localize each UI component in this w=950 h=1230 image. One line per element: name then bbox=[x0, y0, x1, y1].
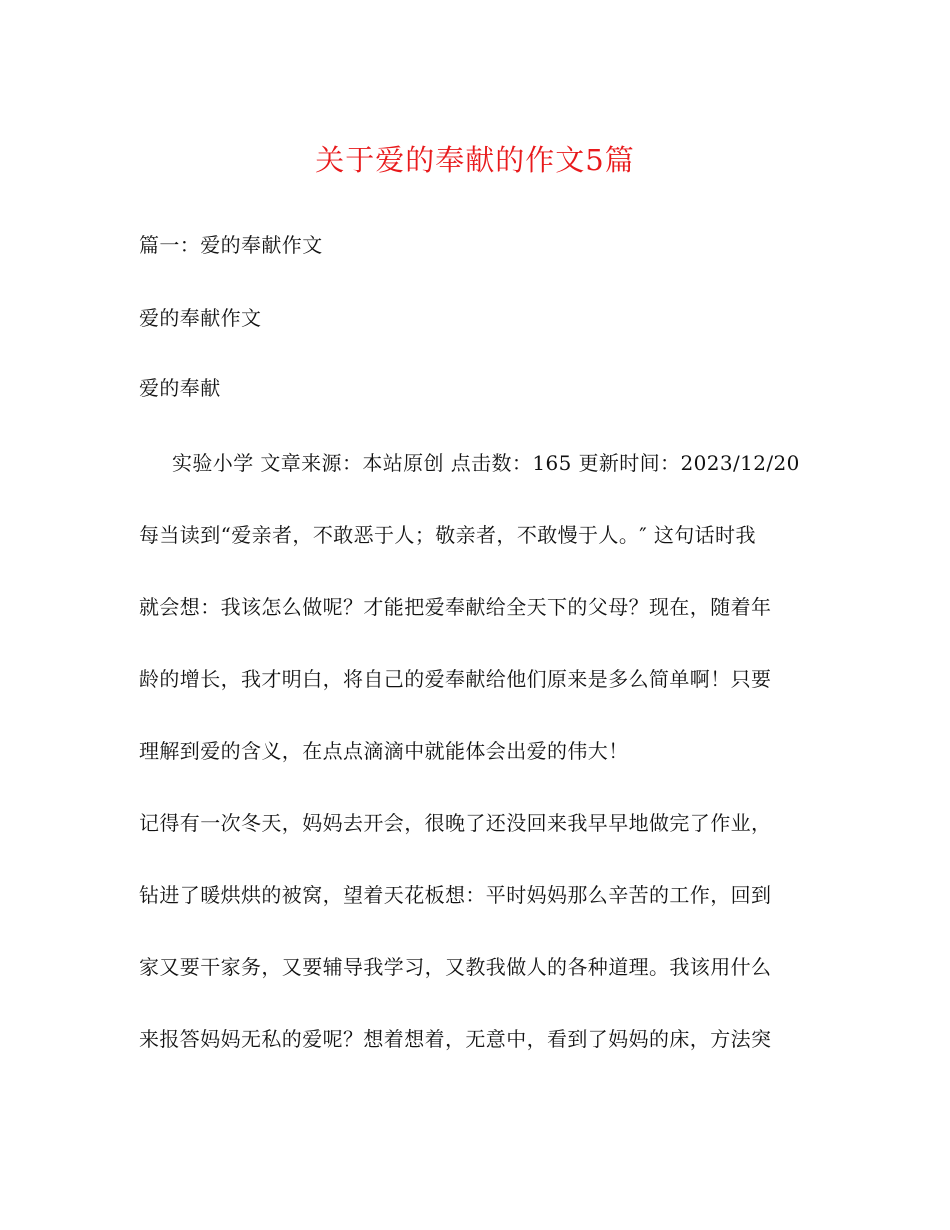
essay-subtitle: 爱的奉献 bbox=[139, 376, 221, 400]
paragraph-line: 每当读到“爱亲者，不敢恶于人；敬亲者，不敢慢于人。″ 这句话时我 bbox=[139, 523, 756, 547]
document-title: 关于爱的奉献的作文5篇 bbox=[315, 143, 635, 177]
paragraph-line: 龄的增长，我才明白，将自己的爱奉献给他们原来是多么简单啊！只要 bbox=[139, 667, 772, 691]
paragraph-line: 记得有一次冬天，妈妈去开会，很晚了还没回来我早早地做完了作业， bbox=[139, 811, 772, 835]
paragraph-line: 理解到爱的含义，在点点滴滴中就能体会出爱的伟大！ bbox=[139, 739, 629, 763]
paragraph-line: 钻进了暖烘烘的被窝，望着天花板想：平时妈妈那么辛苦的工作，回到 bbox=[139, 883, 772, 907]
essay-title: 爱的奉献作文 bbox=[139, 306, 262, 330]
article-meta: 实验小学 文章来源：本站原创 点击数：165 更新时间：2023/12/20 bbox=[172, 451, 800, 475]
paragraph-line: 家又要干家务，又要辅导我学习，又教我做人的各种道理。我该用什么 bbox=[139, 955, 772, 979]
paragraph-line: 就会想：我该怎么做呢？才能把爱奉献给全天下的父母？现在，随着年 bbox=[139, 595, 772, 619]
paragraph-line: 来报答妈妈无私的爱呢？想着想着，无意中，看到了妈妈的床，方法突 bbox=[139, 1027, 772, 1051]
section-heading: 篇一：爱的奉献作文 bbox=[139, 233, 323, 257]
